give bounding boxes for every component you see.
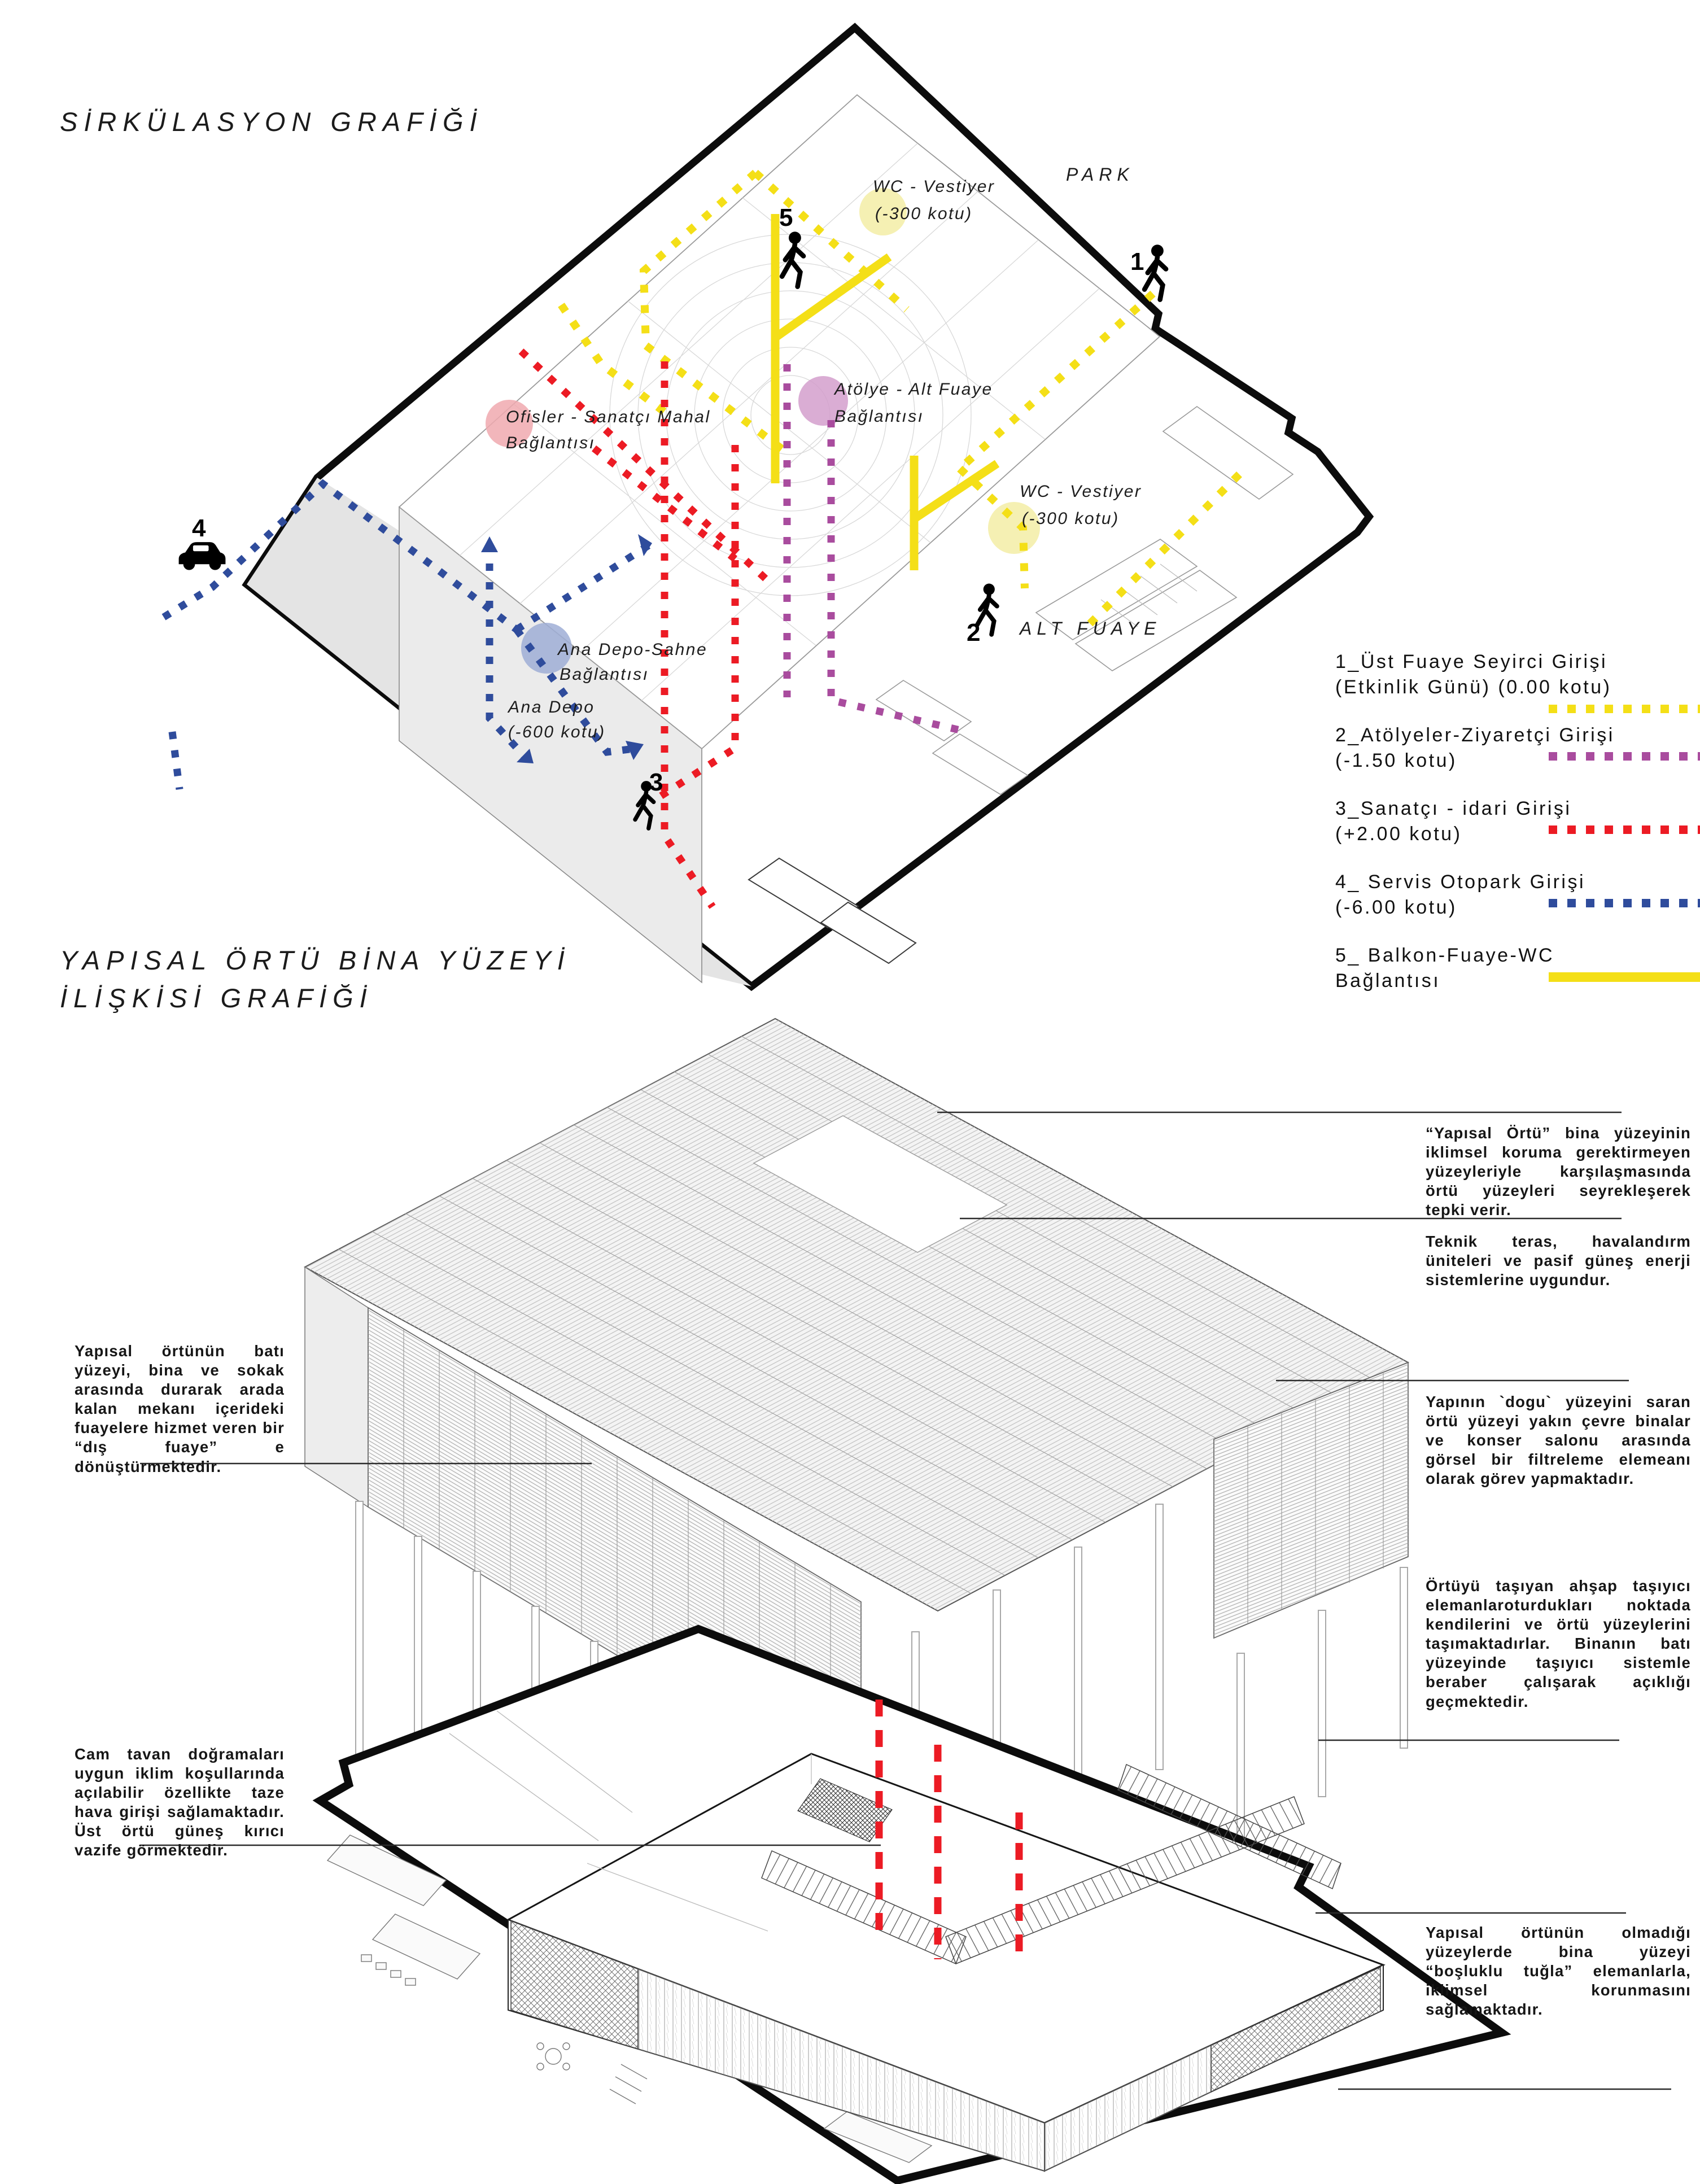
legend-item-5	[1335, 943, 1700, 995]
label-alt-fuaye: ALT FUAYE	[1020, 618, 1161, 639]
legend-5-line2: Bağlantısı	[1335, 969, 1441, 991]
label-park: PARK	[1066, 164, 1134, 185]
label-ana-depo-sahne-2: Bağlantısı	[560, 665, 649, 684]
label-atolye-2: Bağlantısı	[834, 407, 924, 426]
label-atolye-1: Atölye - Alt Fuaye	[834, 380, 993, 399]
legend-item-2	[1335, 723, 1700, 775]
legend-1-line1: 1_Üst Fuaye Seyirci Girişi	[1335, 651, 1608, 672]
label-wc-top-1: WC - Vestiyer	[873, 177, 995, 196]
marker-3: 3	[649, 768, 663, 796]
legend-2-line1: 2_Atölyeler-Ziyaretçi Girişi	[1335, 724, 1615, 746]
legend-item-3	[1335, 796, 1700, 848]
annotation-technical-terrace: Teknik teras, havalandırm üniteleri ve pasif güneş enerji sistemlerine uygundur.	[1426, 1233, 1691, 1289]
annotation-timber-structure: Örtüyü taşıyan ahşap taşıyıcı elemanlaroturdukları noktada kendilerini ve örtü yüzeylerini taşımaktadırlar. Binanın batı yüzeyinde taşıyıcı sistemle beraber çalışarak açıklığı geçmektedir.	[1426, 1577, 1691, 1710]
legend-2-line2: (-1.50 kotu)	[1335, 749, 1457, 771]
car-icon	[179, 542, 226, 570]
legend-5-line1: 5_ Balkon-Fuaye-WC	[1335, 945, 1555, 966]
legend-4-line1: 4_ Servis Otopark Girişi	[1335, 871, 1585, 893]
legend-item-4	[1335, 870, 1700, 921]
label-ana-depo-1: Ana Depo	[508, 698, 595, 717]
legend-3-line1: 3_Sanatçı - idari Girişi	[1335, 798, 1572, 819]
legend-1-swatch-yellow-dotted	[1549, 705, 1700, 713]
label-wc-right-1: WC - Vestiyer	[1020, 482, 1142, 501]
title-bottom-line2: İLİŞKİSİ GRAFİĞİ	[60, 982, 373, 1013]
page-title-cover	[60, 942, 571, 1017]
annotation-glass-roof: Cam tavan doğramaları uygun iklim koşullarında açılabilir özellikte taze hava girişi sağlamaktadır. Üst örtü güneş kırıcı vazife görmektedir.	[75, 1745, 285, 1859]
legend-3-line2: (+2.00 kotu)	[1335, 823, 1462, 845]
cover-west-face	[305, 1267, 368, 1507]
circulation-legend	[1335, 649, 1700, 1016]
marker-5: 5	[779, 204, 793, 231]
marker-4: 4	[192, 514, 206, 542]
legend-3-swatch-red-dotted	[1549, 825, 1700, 834]
annotation-perforated-brick: Yapısal örtünün olmadığı yüzeylerde bina yüzeyi “boşluklu tuğla” elemanlarla, iklimsel korunmasını sağlamaktadır.	[1426, 1924, 1691, 2019]
label-wc-top-2: (-300 kotu)	[875, 204, 973, 223]
legend-5-swatch-yellow-solid	[1549, 972, 1700, 982]
title-bottom-line1: YAPISAL ÖRTÜ BİNA YÜZEYİ	[60, 945, 571, 975]
legend-item-1	[1335, 649, 1700, 701]
marker-2: 2	[967, 619, 981, 647]
circulation-diagram	[164, 28, 1369, 986]
annotation-cover-reaction: “Yapısal Örtü” bina yüzeyinin iklimsel koruma gerektirmeyen yüzeyleriyle karşılaşmasında örtü yüzeyleri seyrekleşerek tepki verir.	[1426, 1124, 1691, 1219]
legend-4-line2: (-6.00 kotu)	[1335, 896, 1457, 918]
label-ana-depo-sahne-1: Ana Depo-Sahne	[558, 640, 708, 659]
page-title-circulation: SİRKÜLASYON GRAFİĞİ	[60, 107, 483, 137]
marker-1: 1	[1130, 248, 1144, 276]
legend-2-swatch-magenta-dotted	[1549, 752, 1700, 761]
pedestrian-1-icon	[1144, 244, 1166, 299]
annotation-east-surface: Yapının `dogu` yüzeyini saran örtü yüzeyi yakın çevre binalar ve konser salonu arasında görsel bir filtreleme elemeanı olarak görev yapmaktadır.	[1426, 1393, 1691, 1488]
label-ana-depo-2: (-600 kotu)	[508, 723, 606, 741]
label-ofisler-2: Bağlantısı	[506, 434, 596, 452]
annotation-west-outer-foyer: Yapısal örtünün batı yüzeyi, bina ve sokak arasında durarak arada kalan mekanı içerideki fuayelere hizmet veren bir “dış fuaye” e dönüştürmektedir.	[75, 1342, 285, 1475]
label-ofisler-1: Ofisler - Sanatçı Mahal	[506, 408, 711, 426]
legend-4-swatch-blue-dotted	[1549, 899, 1700, 907]
label-wc-right-2: (-300 kotu)	[1022, 509, 1120, 528]
legend-1-line2: (Etkinlik Günü) (0.00 kotu)	[1335, 676, 1612, 698]
